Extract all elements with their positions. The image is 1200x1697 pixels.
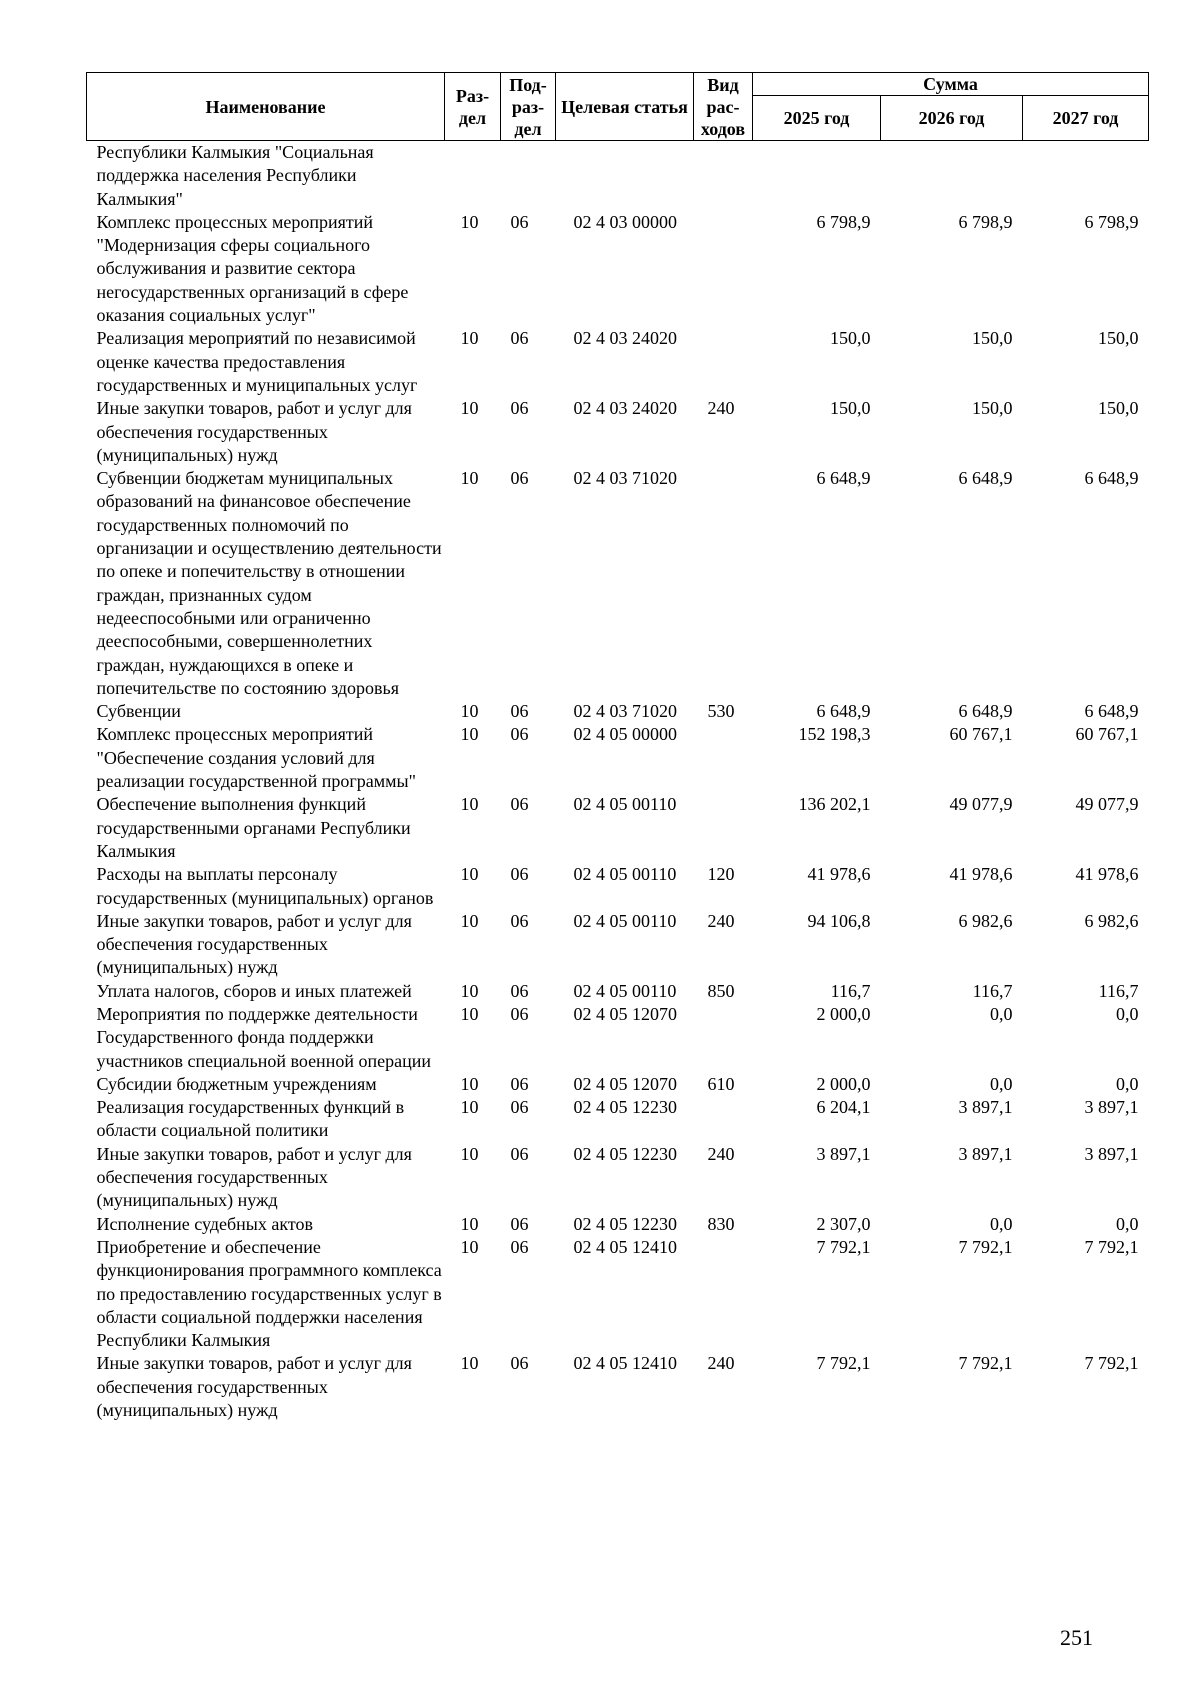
cell-razdel: 10 (460, 724, 479, 745)
cell-target-article: 02 4 05 12410 (573, 1353, 677, 1374)
cell-sum-2026: 150,0 (972, 398, 1013, 419)
cell-sum-2026: 49 077,9 (949, 794, 1013, 815)
cell-podrazdel: 06 (510, 1003, 529, 1024)
cell-sum-2027: 0,0 (1116, 1003, 1139, 1024)
cell-sum-2027 (1023, 141, 1149, 211)
table-row (87, 700, 1149, 723)
cell-target-article: 02 4 03 24020 (573, 328, 677, 349)
table-header (87, 73, 1149, 141)
cell-target-article: 02 4 05 12230 (573, 1213, 677, 1234)
header-razdel: Раз-дел (445, 73, 501, 141)
cell-sum-2025: 6 204,1 (816, 1097, 871, 1118)
page-number: 251 (1060, 1625, 1093, 1650)
cell-sum-2027: 60 767,1 (1075, 724, 1139, 745)
cell-name: Субсидии бюджетным учреждениям (96, 1073, 377, 1094)
cell-sum-2027: 6 982,6 (1084, 910, 1139, 931)
cell-sum-2026 (881, 141, 1023, 211)
cell-razdel: 10 (460, 1353, 479, 1374)
cell-sum-2025: 2 000,0 (816, 1073, 871, 1094)
cell-target-article (556, 141, 694, 211)
table-row (87, 980, 1149, 1003)
cell-sum-2025: 7 792,1 (816, 1236, 871, 1257)
cell-razdel: 10 (460, 864, 479, 885)
cell-podrazdel: 06 (510, 1236, 529, 1257)
cell-sum-2026: 41 978,6 (949, 864, 1013, 885)
cell-sum-2025: 94 106,8 (807, 910, 871, 931)
cell-razdel: 10 (460, 1003, 479, 1024)
cell-expense-type (694, 793, 753, 863)
cell-name: Иные закупки товаров, работ и услуг для обеспечения государственных (муниципальных) нужд (96, 910, 412, 978)
table-row (87, 1213, 1149, 1236)
cell-razdel: 10 (460, 910, 479, 931)
cell-expense-type: 530 (707, 701, 735, 722)
cell-sum-2027: 3 897,1 (1084, 1097, 1139, 1118)
table-row (87, 141, 1149, 211)
header-podrazdel: Под-раз-дел (501, 73, 556, 141)
cell-target-article: 02 4 03 00000 (573, 211, 677, 232)
cell-sum-2027: 6 648,9 (1084, 701, 1139, 722)
cell-name: Расходы на выплаты персоналу государственных (муниципальных) органов (96, 864, 434, 908)
table-row (87, 1096, 1149, 1143)
cell-name: Комплекс процессных мероприятий "Обеспечение создания условий для реализации государственной программы" (96, 724, 416, 792)
cell-name: Реализация мероприятий по независимой оценке качества предоставления государственных и муниципальных услуг (96, 328, 418, 395)
cell-sum-2027: 49 077,9 (1075, 794, 1139, 815)
table-row (87, 397, 1149, 467)
cell-sum-2027: 150,0 (1098, 328, 1139, 349)
cell-expense-type (694, 1003, 753, 1073)
table-row (87, 467, 1149, 700)
cell-target-article: 02 4 03 71020 (573, 701, 677, 722)
cell-target-article: 02 4 05 00000 (573, 724, 677, 745)
cell-razdel: 10 (460, 468, 479, 489)
cell-sum-2025: 150,0 (830, 328, 871, 349)
cell-target-article: 02 4 05 00110 (573, 864, 677, 885)
header-year-2025: 2025 год (753, 96, 881, 141)
budget-table-container (86, 72, 1148, 1422)
cell-target-article: 02 4 05 00110 (573, 980, 677, 1001)
cell-sum-2025: 136 202,1 (798, 794, 871, 815)
cell-razdel: 10 (460, 398, 479, 419)
cell-sum-2025: 2 000,0 (816, 1003, 871, 1024)
cell-sum-2026: 6 648,9 (958, 468, 1013, 489)
header-sum: Сумма (753, 73, 1149, 96)
cell-name: Субвенции (96, 701, 181, 722)
cell-expense-type: 120 (707, 864, 735, 885)
cell-sum-2027: 41 978,6 (1075, 864, 1139, 885)
cell-razdel: 10 (460, 980, 479, 1001)
cell-sum-2025 (753, 141, 881, 211)
cell-sum-2026: 0,0 (990, 1073, 1013, 1094)
cell-sum-2027: 0,0 (1116, 1073, 1139, 1094)
cell-name: Приобретение и обеспечение функционирования программного комплекса по предоставлению государственных услуг в области социальной поддержки населения Республики Калмыкия (96, 1236, 442, 1351)
cell-expense-type (694, 1096, 753, 1143)
cell-razdel: 10 (460, 1073, 479, 1094)
cell-target-article: 02 4 05 12070 (573, 1073, 677, 1094)
cell-sum-2026: 6 798,9 (958, 211, 1013, 232)
header-year-2027: 2027 год (1023, 96, 1149, 141)
table-row (87, 1236, 1149, 1352)
cell-expense-type: 830 (707, 1213, 735, 1234)
cell-razdel: 10 (460, 1097, 479, 1118)
cell-podrazdel: 06 (510, 1353, 529, 1374)
cell-razdel: 10 (460, 1143, 479, 1164)
cell-sum-2026: 6 982,6 (958, 910, 1013, 931)
cell-razdel: 10 (460, 701, 479, 722)
cell-sum-2026: 6 648,9 (958, 701, 1013, 722)
cell-name: Уплата налогов, сборов и иных платежей (96, 980, 412, 1001)
cell-sum-2027: 0,0 (1116, 1213, 1139, 1234)
cell-sum-2026: 3 897,1 (958, 1143, 1013, 1164)
cell-name: Республики Калмыкия "Социальная поддержка населения Республики Калмыкия" (96, 142, 374, 209)
cell-razdel: 10 (460, 1213, 479, 1234)
cell-sum-2025: 41 978,6 (807, 864, 871, 885)
cell-name: Иные закупки товаров, работ и услуг для обеспечения государственных (муниципальных) нужд (96, 398, 412, 465)
table-row (87, 910, 1149, 980)
cell-expense-type: 240 (707, 1143, 735, 1164)
cell-podrazdel: 06 (510, 980, 529, 1001)
cell-podrazdel: 06 (510, 864, 529, 885)
cell-target-article: 02 4 05 00110 (573, 910, 677, 931)
cell-expense-type (694, 141, 753, 211)
cell-expense-type (694, 211, 753, 327)
cell-sum-2026: 0,0 (990, 1003, 1013, 1024)
table-row (87, 723, 1149, 793)
cell-razdel: 10 (460, 211, 479, 232)
cell-sum-2026: 3 897,1 (958, 1097, 1013, 1118)
table-row (87, 1003, 1149, 1073)
header-name: Наименование (87, 73, 445, 141)
cell-target-article: 02 4 05 00110 (573, 794, 677, 815)
cell-sum-2025: 116,7 (830, 980, 871, 1001)
cell-sum-2026: 116,7 (972, 980, 1013, 1001)
cell-target-article: 02 4 05 12230 (573, 1143, 677, 1164)
cell-sum-2026: 7 792,1 (958, 1236, 1013, 1257)
header-year-2026: 2026 год (881, 96, 1023, 141)
cell-sum-2027: 6 798,9 (1084, 211, 1139, 232)
cell-target-article: 02 4 05 12070 (573, 1003, 677, 1024)
cell-podrazdel: 06 (510, 701, 529, 722)
cell-podrazdel: 06 (510, 794, 529, 815)
cell-sum-2026: 0,0 (990, 1213, 1013, 1234)
cell-name: Иные закупки товаров, работ и услуг для обеспечения государственных (муниципальных) нужд (96, 1143, 412, 1211)
cell-name: Иные закупки товаров, работ и услуг для обеспечения государственных (муниципальных) нужд (96, 1353, 412, 1421)
table-row (87, 863, 1149, 910)
cell-expense-type: 240 (707, 1353, 735, 1374)
cell-sum-2025: 152 198,3 (798, 724, 871, 745)
table-row (87, 211, 1149, 327)
header-expense-type: Вид рас-ходов (694, 73, 753, 141)
cell-sum-2025: 7 792,1 (816, 1353, 871, 1374)
cell-target-article: 02 4 05 12410 (573, 1236, 677, 1257)
table-row (87, 1073, 1149, 1096)
cell-sum-2025: 6 648,9 (816, 701, 871, 722)
cell-sum-2025: 2 307,0 (816, 1213, 871, 1234)
cell-sum-2026: 7 792,1 (958, 1353, 1013, 1374)
cell-expense-type: 240 (707, 398, 735, 419)
cell-razdel: 10 (460, 1236, 479, 1257)
cell-podrazdel: 06 (510, 468, 529, 489)
budget-table (86, 72, 1149, 1422)
cell-sum-2027: 116,7 (1098, 980, 1139, 1001)
cell-target-article: 02 4 05 12230 (573, 1097, 677, 1118)
cell-sum-2025: 3 897,1 (816, 1143, 871, 1164)
cell-name: Реализация государственных функций в области социальной политики (96, 1097, 405, 1141)
cell-razdel: 10 (460, 328, 479, 349)
table-body (87, 141, 1149, 1423)
cell-name: Комплекс процессных мероприятий "Модернизация сферы социального обслуживания и развитие сектора негосударственных организаций в сфере оказания социальных услуг" (96, 211, 409, 326)
cell-name: Обеспечение выполнения функций государственными органами Республики Калмыкия (96, 794, 411, 861)
cell-sum-2025: 6 648,9 (816, 468, 871, 489)
cell-podrazdel: 06 (510, 1073, 529, 1094)
header-target-article: Целевая статья (556, 73, 694, 141)
cell-sum-2027: 7 792,1 (1084, 1236, 1139, 1257)
cell-podrazdel: 06 (510, 910, 529, 931)
cell-podrazdel: 06 (510, 398, 529, 419)
cell-sum-2027: 150,0 (1098, 398, 1139, 419)
cell-name: Мероприятия по поддержке деятельности Государственного фонда поддержки участников специальной военной операции (96, 1003, 431, 1071)
cell-podrazdel: 06 (510, 1097, 529, 1118)
cell-expense-type: 610 (707, 1073, 735, 1094)
cell-sum-2027: 7 792,1 (1084, 1353, 1139, 1374)
cell-expense-type: 850 (707, 980, 735, 1001)
cell-podrazdel: 06 (510, 328, 529, 349)
table-row (87, 793, 1149, 863)
cell-expense-type (694, 327, 753, 397)
cell-podrazdel: 06 (510, 1213, 529, 1234)
cell-sum-2025: 150,0 (830, 398, 871, 419)
cell-name: Субвенции бюджетам муниципальных образований на финансовое обеспечение государственных полномочий по организации и осуществлению деятельности по опеке и попечительству в отношении граждан, признанных судом недееспособными или ограниченно дееспособными, совершеннолетних граждан, нуждающихся в опеке и попечительстве по состоянию здоровья (96, 468, 442, 698)
cell-razdel (445, 141, 501, 211)
cell-expense-type (694, 467, 753, 700)
table-row (87, 1143, 1149, 1213)
cell-podrazdel: 06 (510, 211, 529, 232)
table-row (87, 327, 1149, 397)
cell-sum-2026: 60 767,1 (949, 724, 1013, 745)
cell-sum-2026: 150,0 (972, 328, 1013, 349)
cell-target-article: 02 4 03 24020 (573, 398, 677, 419)
table-row (87, 1352, 1149, 1422)
cell-target-article: 02 4 03 71020 (573, 468, 677, 489)
cell-expense-type: 240 (707, 910, 735, 931)
cell-expense-type (694, 1236, 753, 1352)
cell-podrazdel (501, 141, 556, 211)
cell-podrazdel: 06 (510, 724, 529, 745)
cell-razdel: 10 (460, 794, 479, 815)
cell-sum-2027: 6 648,9 (1084, 468, 1139, 489)
cell-podrazdel: 06 (510, 1143, 529, 1164)
cell-sum-2025: 6 798,9 (816, 211, 871, 232)
cell-sum-2027: 3 897,1 (1084, 1143, 1139, 1164)
cell-name: Исполнение судебных актов (96, 1213, 314, 1234)
cell-expense-type (694, 723, 753, 793)
